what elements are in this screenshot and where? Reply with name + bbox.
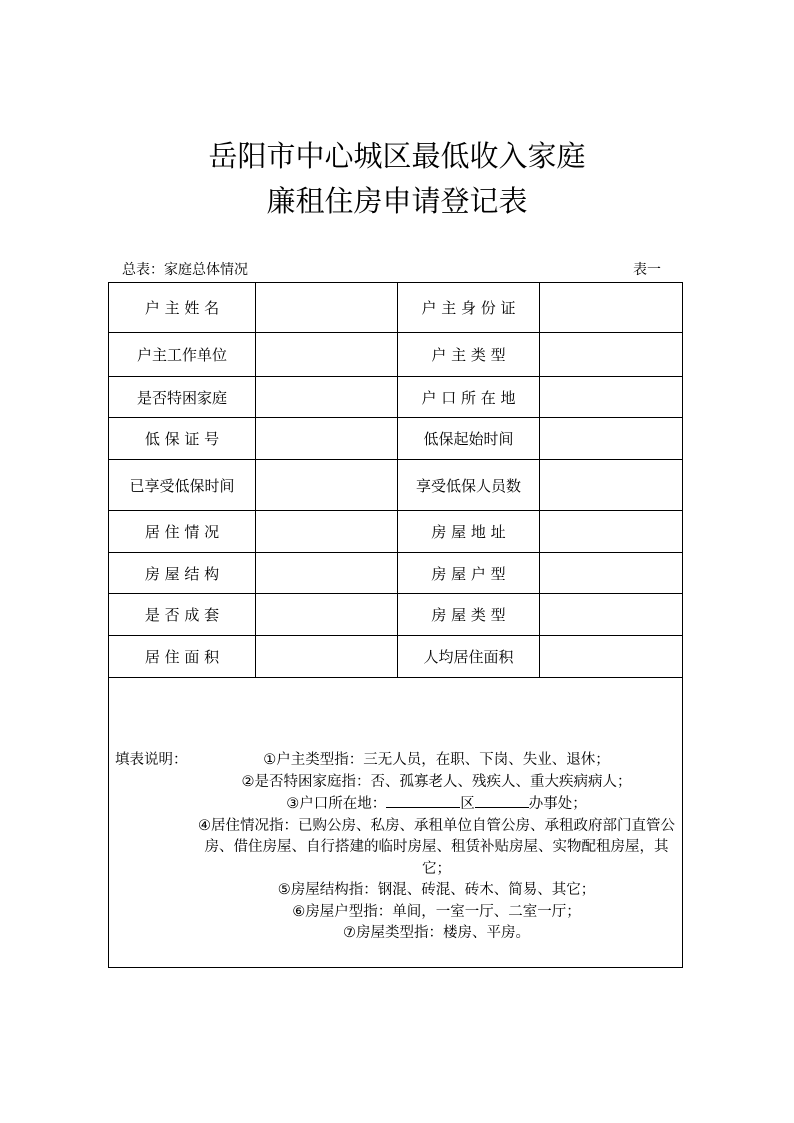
instruction-item: ⑦房屋类型指：楼房、平房。 xyxy=(343,925,530,942)
form-title-line1: 岳阳市中心城区最低收入家庭 xyxy=(208,139,586,173)
label-house-layout: 房 屋 户 型 xyxy=(398,553,540,594)
label-special-hardship: 是否特困家庭 xyxy=(109,377,256,418)
instruction-text: ③户口所在地： xyxy=(286,796,387,813)
label-householder-name: 户 主 姓 名 xyxy=(109,283,256,333)
registration-table xyxy=(108,282,683,968)
field-house-type[interactable] xyxy=(540,594,683,636)
label-dibao-persons: 享受低保人员数 xyxy=(398,460,540,511)
instruction-text: 办事处； xyxy=(528,796,587,813)
table-row xyxy=(109,418,683,460)
notes-cell xyxy=(109,678,683,968)
field-house-layout[interactable] xyxy=(540,553,683,594)
table-number: 表一 xyxy=(633,262,661,278)
label-house-type: 房 屋 类 型 xyxy=(398,594,540,636)
field-dibao-persons[interactable] xyxy=(540,460,683,511)
field-special-hardship[interactable] xyxy=(256,377,398,418)
blank-district[interactable] xyxy=(386,793,460,808)
instruction-item xyxy=(195,793,678,816)
field-dibao-duration[interactable] xyxy=(256,460,398,511)
instructions-list xyxy=(195,750,678,945)
table-row xyxy=(109,377,683,418)
table-row xyxy=(109,553,683,594)
label-residence-status: 居 住 情 况 xyxy=(109,511,256,553)
instruction-item: ①户主类型指：三无人员，在职、下岗、失业、退休； xyxy=(263,752,610,769)
instruction-item: ⑥房屋户型指：单间，一室一厅、二室一厅； xyxy=(292,903,581,920)
field-per-capita-area[interactable] xyxy=(540,636,683,678)
field-dibao-start[interactable] xyxy=(540,418,683,460)
table-row xyxy=(109,333,683,377)
field-householder-name[interactable] xyxy=(256,283,398,333)
field-complete-unit[interactable] xyxy=(256,594,398,636)
instruction-item: ④居住情况指：已购公房、私房、承租单位自管公房、承租政府部门直管公房、借住房屋、自行搭建的临时房屋、租赁补贴房屋、实物配租房屋，其它； xyxy=(198,817,675,877)
label-dibao-start: 低保起始时间 xyxy=(398,418,540,460)
notes-row xyxy=(109,678,683,968)
label-householder-id: 户 主 身 份 证 xyxy=(398,283,540,333)
label-house-address: 房 屋 地 址 xyxy=(398,511,540,553)
label-per-capita-area: 人均居住面积 xyxy=(398,636,540,678)
label-living-area: 居 住 面 积 xyxy=(109,636,256,678)
label-dibao-number: 低 保 证 号 xyxy=(109,418,256,460)
instruction-item: ⑤房屋结构指：钢混、砖混、砖木、简易、其它； xyxy=(277,882,596,899)
field-living-area[interactable] xyxy=(256,636,398,678)
field-dibao-number[interactable] xyxy=(256,418,398,460)
table-row xyxy=(109,511,683,553)
label-householder-type: 户 主 类 型 xyxy=(398,333,540,377)
table-subtitle: 总表：家庭总体情况 xyxy=(122,262,248,278)
field-house-structure[interactable] xyxy=(256,553,398,594)
label-complete-unit: 是 否 成 套 xyxy=(109,594,256,636)
table-row xyxy=(109,283,683,333)
label-work-unit: 户主工作单位 xyxy=(109,333,256,377)
field-residence-status[interactable] xyxy=(256,511,398,553)
instruction-text: 区 xyxy=(460,796,475,813)
field-hukou-location[interactable] xyxy=(540,377,683,418)
instructions-heading: 填表说明： xyxy=(115,752,188,769)
table-row xyxy=(109,636,683,678)
field-householder-type[interactable] xyxy=(540,333,683,377)
form-title-line2: 廉租住房申请登记表 xyxy=(266,184,528,218)
field-house-address[interactable] xyxy=(540,511,683,553)
label-dibao-duration: 已享受低保时间 xyxy=(109,460,256,511)
label-house-structure: 房 屋 结 构 xyxy=(109,553,256,594)
field-householder-id[interactable] xyxy=(540,283,683,333)
instruction-item: ②是否特困家庭指：否、孤寡老人、残疾人、重大疾病病人； xyxy=(241,773,632,790)
field-work-unit[interactable] xyxy=(256,333,398,377)
table-row xyxy=(109,460,683,511)
table-row xyxy=(109,594,683,636)
blank-subdistrict[interactable] xyxy=(475,793,529,808)
label-hukou-location: 户 口 所 在 地 xyxy=(398,377,540,418)
instructions xyxy=(109,700,682,945)
